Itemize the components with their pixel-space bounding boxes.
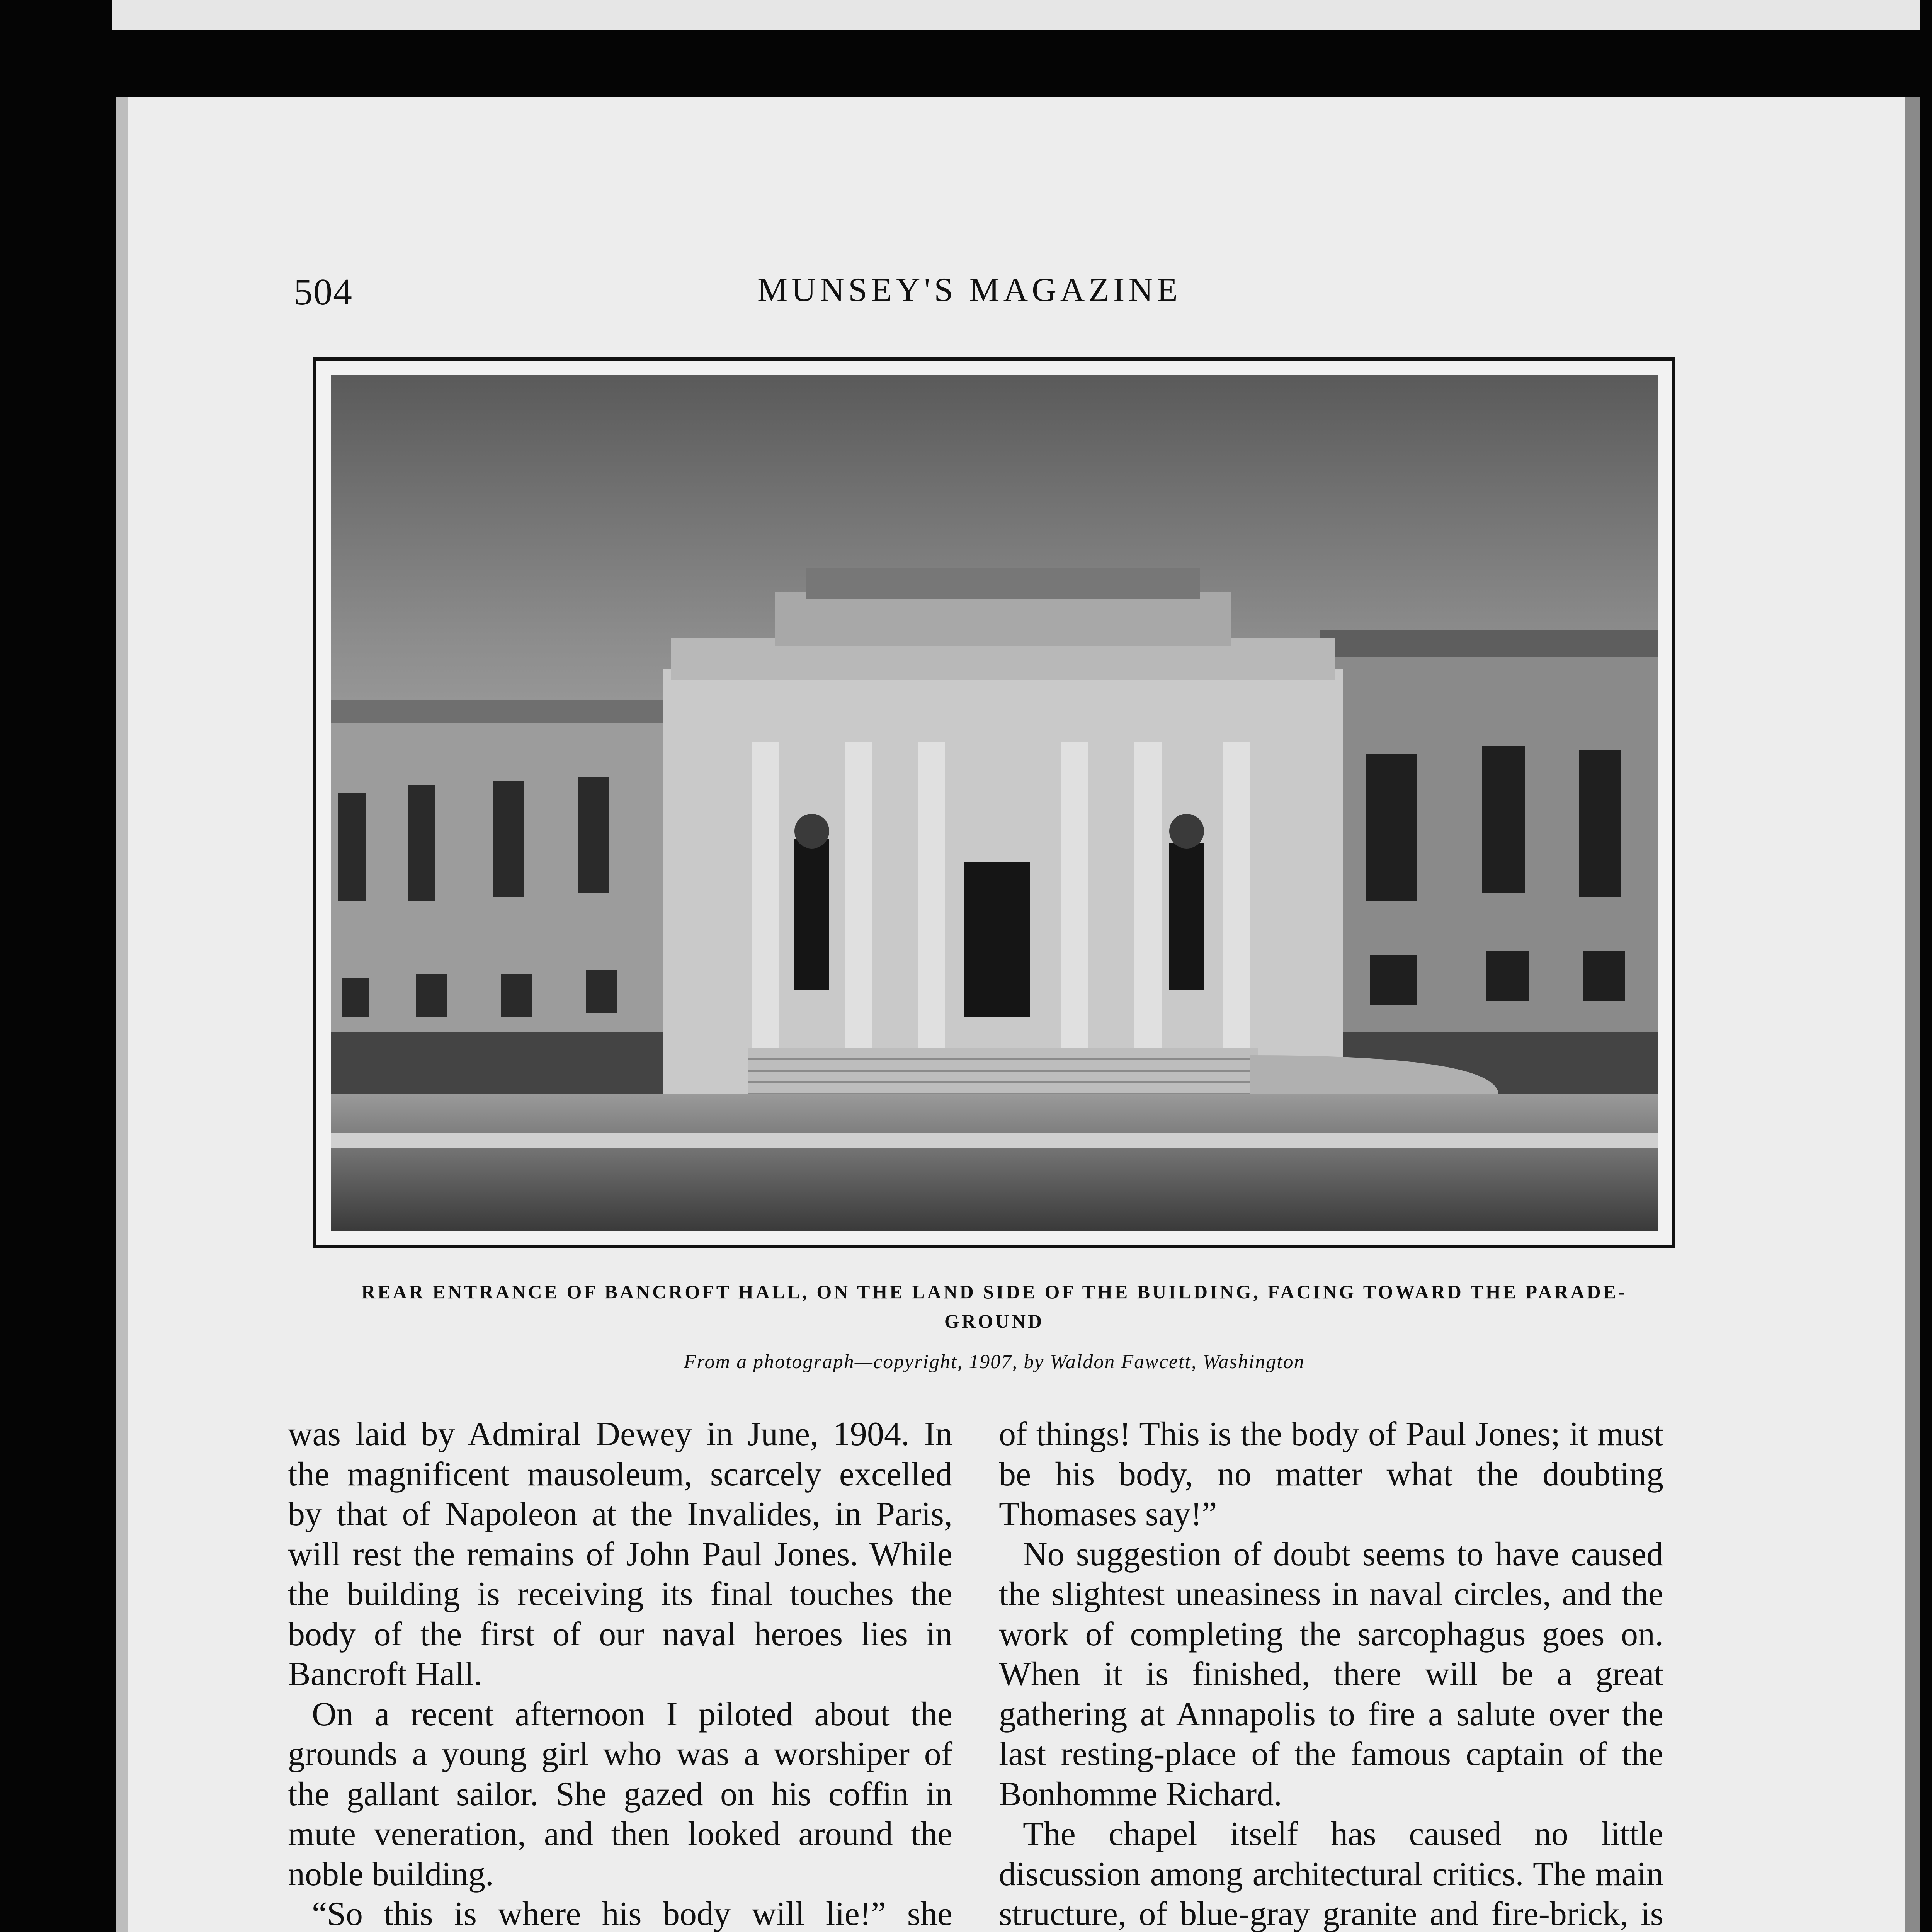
paragraph: of things! This is the body of Paul Jones; it must be his body, no matter what the doubting Thomases say!”	[999, 1415, 1663, 1533]
photo-caption: REAR ENTRANCE OF BANCROFT HALL, ON THE LAND SIDE OF THE BUILDING, FACING TOWARD THE PARADE-GROUND	[361, 1281, 1627, 1332]
bancroft-hall-photograph	[331, 375, 1658, 1231]
page-number: 504	[294, 271, 353, 313]
paragraph: was laid by Admiral Dewey in June, 1904. In the magnificent mausoleum, scarcely excelled by that of Napoleon at the Invalides, in Paris, will rest the remains of John Paul Jones. While the building is receiving its final touches the body of the first of our naval heroes lies in Bancroft Hall.	[288, 1415, 952, 1693]
page-binding-edge	[116, 97, 128, 1932]
right-text-column	[999, 1414, 1663, 1932]
page-right-shadow	[1905, 97, 1920, 1932]
photo-frame	[313, 357, 1675, 1248]
scan-top-edge	[112, 0, 1920, 30]
paragraph: The chapel itself has caused no little discussion among architectural critics. The main structure, of blue-gray granite and fire-brick, is	[999, 1815, 1663, 1932]
left-text-column	[288, 1414, 952, 1932]
photo-credit: From a photograph—copyright, 1907, by Waldon Fawcett, Washington	[684, 1351, 1305, 1373]
magazine-title: MUNSEY'S MAGAZINE	[757, 271, 1182, 309]
page-header	[294, 270, 1685, 325]
paragraph: No suggestion of doubt seems to have caused the slightest uneasiness in naval circles, and the work of completing the sarcophagus goes on. When it is finished, there will be a great gathering at Annapolis to fire a salute over the last resting-place of the famous captain of the Bonhomme Richard.	[999, 1535, 1663, 1813]
building-photo-illustration	[331, 375, 1658, 1231]
paragraph: “So this is where his body will lie!” she	[312, 1895, 952, 1932]
paragraph: On a recent afternoon I piloted about the grounds a young girl who was a worshiper of the gallant sailor. She gazed on his coffin in mute veneration, and then looked around the noble building.	[288, 1695, 952, 1893]
